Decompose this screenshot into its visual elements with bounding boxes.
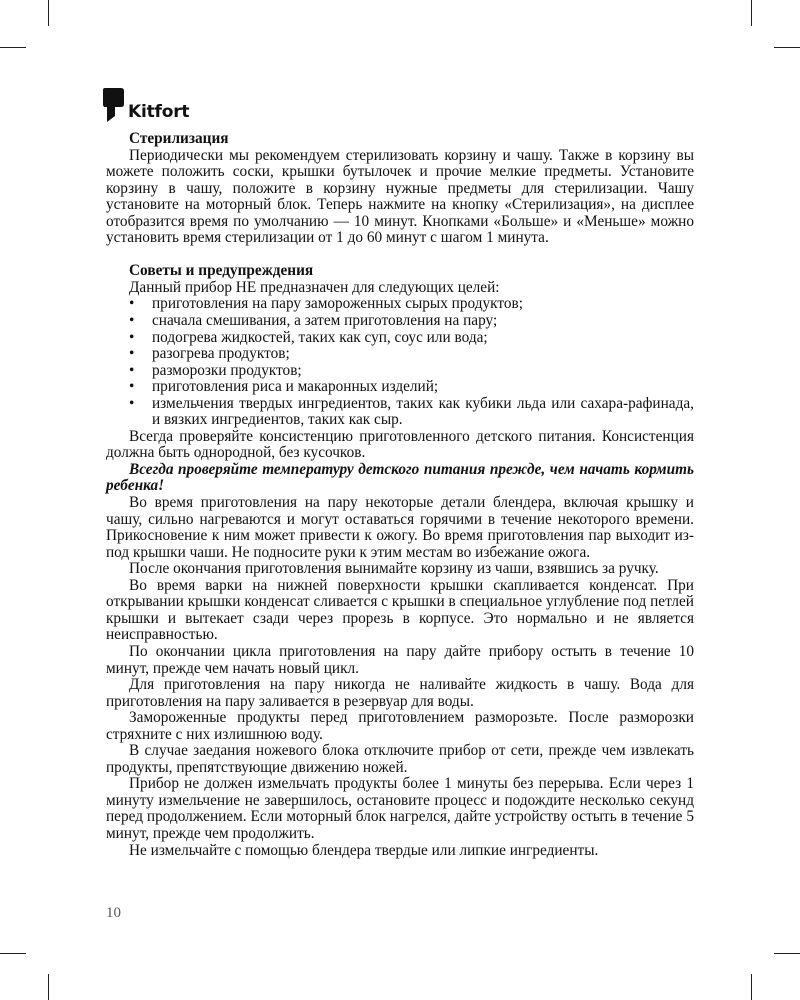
page-number: 10 <box>106 905 121 921</box>
paragraph: Всегда проверяйте консистенцию приготовленного детского питания. Консистенция должна быть однородной, без кусочков. <box>106 427 694 462</box>
brand-name: Kitfort <box>128 102 190 122</box>
restrictions-list <box>106 296 694 428</box>
warning-paragraph: Всегда проверяйте температуру детского питания прежде, чем начать кормить ребенка! <box>106 460 694 495</box>
list-item-text: подогрева жидкостей, таких как суп, соус или вода; <box>152 328 488 346</box>
list-item-text: приготовления риса и макаронных изделий; <box>152 378 439 396</box>
paragraph: Не измельчайте с помощью блендера твердые или липкие ингредиенты. <box>129 841 599 859</box>
crop-mark <box>774 47 800 48</box>
list-item <box>106 313 694 330</box>
sterilization-text: Периодически мы рекомендуем стерилизовать корзину и чашу. Также в корзину вы можете положить соски, крышки бутылочек и прочие мелкие предметы. Установите корзину в чашу, положите в корзину нужные предметы для стерилизации. Чашу установите на моторный блок. Теперь нажмите на кнопку «Стерилизация», на дисплее отобразится время по умолчанию — 10 минут. Кнопками «Больше» и «Меньше» можно установить время стерилизации от 1 до 60 минут с шагом 1 минута. <box>106 146 694 247</box>
crop-mark <box>774 953 800 954</box>
paragraph: Прибор не должен измельчать продукты более 1 минуты без перерыва. Если через 1 минуту измельчение не завершилось, остановите процесс и подождите несколько секунд перед продолжением. Если моторный блок нагрелся, дайте устройству остыть в течение 5 минут, прежде чем продолжить. <box>106 775 694 842</box>
crop-mark <box>0 953 26 954</box>
section-gap <box>106 247 694 264</box>
list-item <box>106 346 694 363</box>
tips-heading: Советы и предупреждения <box>129 262 314 280</box>
bullet: • <box>129 295 135 313</box>
list-item <box>106 296 694 313</box>
crop-mark <box>48 974 49 1000</box>
list-item-text: сначала смешивания, а затем приготовления на пару; <box>152 312 498 330</box>
bullet: • <box>129 394 135 412</box>
tips-intro: Данный прибор НЕ предназначен для следующих целей: <box>129 278 500 296</box>
list-item-text: приготовления на пару замороженных сырых продуктов; <box>152 295 523 313</box>
crop-mark <box>751 0 752 26</box>
brand-logo <box>103 82 189 122</box>
list-item-text: разморозки продуктов; <box>152 361 302 379</box>
paragraph: После окончания приготовления вынимайте корзину из чаши, взявшись за ручку. <box>129 560 659 578</box>
crop-mark <box>48 0 49 26</box>
kitfort-logo-icon <box>103 86 125 122</box>
crop-mark <box>751 974 752 1000</box>
list-item <box>106 330 694 347</box>
sterilization-heading: Стерилизация <box>129 130 229 147</box>
paragraph: В случае заедания ножевого блока отключите прибор от сети, прежде чем извлекать продукты, препятствующие движению ножей. <box>106 742 694 776</box>
paragraph: По окончании цикла приготовления на пару дайте прибору остыть в течение 10 минут, прежде чем начать новый цикл. <box>106 642 694 677</box>
bullet: • <box>129 361 135 379</box>
list-item-text: измельчения твердых ингредиентов, таких как кубики льда или сахара-рафинада, и вязких ингредиентов, таких как сыр. <box>152 394 694 429</box>
crop-mark <box>0 47 26 48</box>
list-item <box>106 396 694 429</box>
paragraph: Во время варки на нижней поверхности крышки скапливается конденсат. При открывании крышки конденсат сливается с крышки в специальное углубление под петлей крышки и вытекает сзади через прорезь в корпусе. Это нормально и не является неисправностью. <box>106 576 694 644</box>
bullet: • <box>129 345 135 363</box>
bullet: • <box>129 328 135 346</box>
list-item <box>106 379 694 396</box>
list-item-text: разогрева продуктов; <box>152 345 290 363</box>
bullet: • <box>129 312 135 330</box>
bullet: • <box>129 378 135 396</box>
paragraph: Для приготовления на пару никогда не наливайте жидкость в чашу. Вода для приготовления на пару заливается в резервуар для воды. <box>106 676 694 710</box>
paragraph: Во время приготовления на пару некоторые детали блендера, включая крышку и чашу, сильно нагреваются и могут оставаться горячими в течение некоторого времени. Прикосновение к ним может привести к ожогу. Во время приготовления пар выходит из-под крышки чаши. Не подносите руки к этим местам во избежание ожога. <box>106 494 694 561</box>
paragraph: Замороженные продукты перед приготовлением разморозьте. После разморозки стряхните с них излишнюю воду. <box>106 709 694 743</box>
list-item <box>106 363 694 380</box>
page-content <box>106 131 694 859</box>
